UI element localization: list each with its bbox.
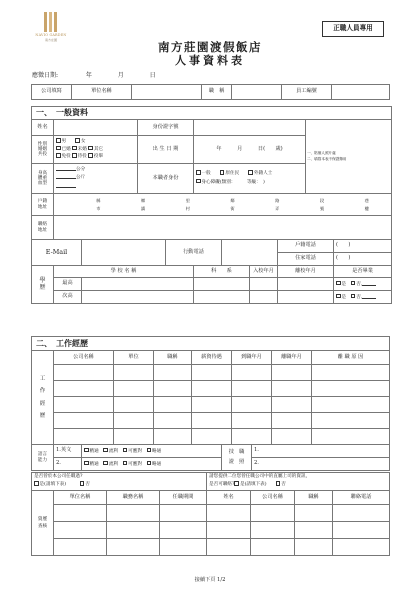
home-phone-label: 住家電話 <box>278 253 334 266</box>
ref-period-header: 任職期間 <box>160 491 207 505</box>
female-checkbox[interactable] <box>75 138 80 143</box>
reg-address-label: 戶籍 地址 <box>32 194 54 216</box>
reference-label: 資歷 查核 <box>32 491 54 556</box>
edu-highest-dept[interactable] <box>194 278 250 291</box>
alley-label: 弄 <box>275 205 280 211</box>
foreigner-label: 外籍人士 <box>253 171 273 177</box>
position-header: 職稱 <box>154 351 192 365</box>
logo-sub: 南方庄園 <box>44 38 57 42</box>
lang1-fair-checkbox[interactable] <box>103 448 108 453</box>
graduated-header: 是否畢業 <box>334 266 392 278</box>
floor-label: 樓 <box>364 205 369 211</box>
lang2-fluent-label: 精通 <box>89 461 99 467</box>
lang2-fluent-checkbox[interactable] <box>84 461 89 466</box>
section-label: 段 <box>319 197 325 203</box>
lang2-fair-checkbox[interactable] <box>103 461 108 466</box>
other-checkbox[interactable] <box>88 146 93 151</box>
body-fields[interactable] <box>54 164 138 194</box>
id-label: 身份證字號 <box>138 120 194 136</box>
identity-options <box>194 164 306 194</box>
email-field[interactable] <box>82 240 166 266</box>
hotel-logo <box>34 12 68 46</box>
lang2-basic-label: 可應對 <box>128 461 142 467</box>
name-field[interactable] <box>54 120 138 136</box>
aboriginal-label: 原住民 <box>225 171 240 177</box>
highest-no-label: 否, <box>356 281 363 287</box>
company-table <box>31 84 390 100</box>
emp-no-field[interactable] <box>332 85 390 100</box>
second-yes-label: 是 <box>341 294 347 300</box>
reference-contact-text: 是否可聯絡? <box>209 482 235 487</box>
ref-company-header: 公司名稱 <box>251 491 295 505</box>
general-label: 一般 <box>201 171 211 177</box>
edu-highest-graduate[interactable] <box>278 278 334 291</box>
job-title-label: 職 稱 <box>202 85 232 100</box>
apply-year: 年 <box>85 72 92 79</box>
lang1-basic-checkbox[interactable] <box>123 448 128 453</box>
page-footer: 接續下頁 1/2 <box>194 577 226 583</box>
edu-second-graduated <box>334 291 392 304</box>
edu-highest-enroll[interactable] <box>250 278 278 291</box>
lang1-basic-label: 可應對 <box>128 448 142 454</box>
pending-label: 待役 <box>77 154 87 160</box>
reference-row[interactable] <box>32 522 390 539</box>
highest-no-checkbox[interactable] <box>351 281 356 286</box>
aboriginal-checkbox[interactable] <box>220 170 225 175</box>
male-label: 男 <box>61 139 67 145</box>
edu-highest-school[interactable] <box>82 278 194 291</box>
lang1-slight-label: 略通 <box>152 448 162 454</box>
reg-phone-label: 戶籍電話 <box>278 240 334 253</box>
emp-no-label: 員工編號 <box>282 85 332 100</box>
contact-address-field[interactable] <box>54 216 392 240</box>
highest-yes-checkbox[interactable] <box>336 281 341 286</box>
reference-table <box>31 472 390 556</box>
edu-second-school[interactable] <box>82 291 194 304</box>
second-no-checkbox[interactable] <box>351 294 356 299</box>
ref-unit-header: 單位名稱 <box>54 491 107 505</box>
disability-label: 身心障礙(類別： <box>201 179 234 185</box>
ref-title-header: 職務名稱 <box>107 491 160 505</box>
dept-header: 科 系 <box>194 266 250 278</box>
work-label: 工 作 經 歷 <box>32 351 54 445</box>
gender-marital-options <box>54 136 138 164</box>
married-label: 已婚 <box>61 146 71 152</box>
street-label: 街 <box>230 205 235 211</box>
lang2-slight-checkbox[interactable] <box>147 461 152 466</box>
disability-checkbox[interactable] <box>196 179 201 184</box>
lang2-basic-checkbox[interactable] <box>123 461 128 466</box>
township-label: 鄉 <box>140 197 146 203</box>
birth-month: 月 <box>237 145 243 152</box>
logo-mark <box>42 12 60 32</box>
worked-here-text: 是否曾於本公司任職過? <box>34 474 83 480</box>
section-work-title: 二、 工作經歷 <box>32 337 390 351</box>
work-row[interactable] <box>32 413 390 429</box>
contact-address-label: 聯絡 地址 <box>32 216 54 240</box>
birth-field[interactable] <box>194 136 306 164</box>
graduate-header: 離校年月 <box>278 266 334 278</box>
language-2-levels <box>82 458 222 471</box>
edu-highest-graduated <box>334 278 392 291</box>
single-checkbox[interactable] <box>72 146 77 151</box>
edu-second-enroll[interactable] <box>250 291 278 304</box>
exempt-checkbox[interactable] <box>56 153 61 158</box>
unit-name-field[interactable] <box>132 85 202 100</box>
reference-question <box>207 473 390 491</box>
work-experience-table <box>31 336 390 445</box>
male-checkbox[interactable] <box>56 138 61 143</box>
birth-day: 日( 歲) <box>257 145 283 152</box>
lang1-fluent-checkbox[interactable] <box>84 448 89 453</box>
license-2[interactable]: 2. <box>252 458 390 471</box>
female-label: 女 <box>80 139 86 145</box>
married-checkbox[interactable] <box>56 146 61 151</box>
done-checkbox[interactable] <box>88 153 93 158</box>
worked-no-checkbox[interactable] <box>80 481 85 486</box>
leave-header: 離職年月 <box>272 351 312 365</box>
reference-row[interactable] <box>32 505 390 522</box>
reg-phone-field[interactable]: ( ) <box>334 240 392 253</box>
photo-note-1: 一、貼個人照片處 <box>307 151 336 156</box>
ref-no-label: 否 <box>281 482 286 487</box>
staff-only-box: 正職人員專用 <box>322 21 384 37</box>
work-row[interactable] <box>32 429 390 445</box>
special-identity-label: 本職者身份 <box>138 164 194 194</box>
done-label: 役畢 <box>93 154 104 160</box>
ref-no-checkbox[interactable] <box>276 481 281 486</box>
company-header: 公司名稱 <box>54 351 114 365</box>
reference-row[interactable] <box>32 539 390 556</box>
pending-checkbox[interactable] <box>72 153 77 158</box>
worked-yes-label: 是(請填下表) <box>39 482 67 487</box>
other-label: 其它 <box>93 146 104 152</box>
school-header: 學 校 名 稱 <box>54 266 194 278</box>
lang2-slight-label: 略通 <box>152 461 162 467</box>
photo-area[interactable] <box>306 120 392 194</box>
worked-yes-checkbox[interactable] <box>34 481 39 486</box>
edu-second-graduate[interactable] <box>278 291 334 304</box>
single-label: 未婚 <box>77 146 87 152</box>
work-row[interactable] <box>32 381 390 397</box>
lang1-fair-label: 流利 <box>108 448 119 454</box>
ref-yes-label: 是(請填下表) <box>239 482 267 487</box>
page-title: 南方莊園渡假飯店 <box>158 40 262 54</box>
start-header: 到職年月 <box>232 351 272 365</box>
photo-note-2: 二、填寫本表不保證錄用 <box>307 156 347 161</box>
disability-level: 等級： ) <box>246 179 265 185</box>
unit-header: 單位 <box>114 351 154 365</box>
license-1[interactable]: 1. <box>252 445 390 458</box>
page-subtitle: 人事資料表 <box>175 54 245 67</box>
second-yes-checkbox[interactable] <box>336 294 341 299</box>
cun-label: 村 <box>185 205 190 211</box>
ref-position-header: 職稱 <box>295 491 333 505</box>
language-2[interactable]: 2. <box>54 458 82 471</box>
kg-unit: 公斤 <box>76 175 86 181</box>
company-fill-label: 公司填寫 <box>32 85 72 100</box>
education-label: 學 歷 <box>32 266 54 304</box>
lane-label: 巷 <box>364 197 369 203</box>
road-label: 路 <box>275 197 280 203</box>
language-skills-table <box>31 444 390 471</box>
general-info-table <box>31 106 392 304</box>
worked-here-question <box>32 473 207 491</box>
mobile-label: 行動電話 <box>166 240 222 266</box>
apply-date-label: 應徵日期: <box>32 72 59 79</box>
mobile-field[interactable] <box>222 240 278 266</box>
worked-no-label: 否 <box>85 482 90 487</box>
apply-day: 日 <box>149 72 156 79</box>
name-label: 姓名 <box>32 120 54 136</box>
edu-second-dept[interactable] <box>194 291 250 304</box>
birth-year: 年 <box>216 145 222 152</box>
edu-highest-label: 最高 <box>54 278 82 291</box>
enroll-header: 入校年月 <box>250 266 278 278</box>
salary-header: 薪資待遇 <box>192 351 232 365</box>
lang1-fluent-label: 精通 <box>89 448 99 454</box>
reason-header: 離 職 原 因 <box>312 351 390 365</box>
birth-label: 出 生 日 期 <box>138 136 194 164</box>
reference-text: 請您提供二位您曾任職公司中的直屬上司的資訊， <box>209 474 311 480</box>
lang1-slight-checkbox[interactable] <box>147 448 152 453</box>
exempt-label: 免役 <box>61 154 71 160</box>
language-1-levels <box>82 445 222 458</box>
language-1: 1.英文 <box>54 445 82 458</box>
town-label: 鎮 <box>140 205 146 211</box>
reg-address-field[interactable] <box>54 194 392 216</box>
county-label: 縣 <box>96 197 101 203</box>
edu-second-label: 次高 <box>54 291 82 304</box>
foreigner-checkbox[interactable] <box>248 170 253 175</box>
body-label: 身高 體重 血型 <box>32 164 54 194</box>
apply-month: 月 <box>117 72 124 79</box>
email-label: E-Mail <box>32 240 82 266</box>
home-phone-field[interactable]: ( ) <box>334 253 392 266</box>
highest-yes-label: 是 <box>341 281 347 287</box>
neighborhood-label: 鄰 <box>230 197 235 203</box>
language-label: 語言 能力 <box>32 445 54 471</box>
lang2-fair-label: 流利 <box>108 461 119 467</box>
ref-name-header: 姓名 <box>207 491 251 505</box>
license-label: 技 職 證 照 <box>222 445 252 471</box>
ref-phone-header: 聯絡電話 <box>333 491 390 505</box>
cm-unit: 公分 <box>76 167 86 173</box>
job-title-field[interactable] <box>232 85 282 100</box>
work-row[interactable] <box>32 365 390 381</box>
work-row[interactable] <box>32 397 390 413</box>
id-field[interactable] <box>194 120 306 136</box>
apply-date <box>32 73 156 80</box>
section-general-title: 一、 一般資料 <box>32 107 392 120</box>
village-label: 里 <box>185 197 190 203</box>
city-label: 市 <box>96 205 101 211</box>
second-no-label: 否, <box>356 294 363 300</box>
gender-label: 性別 婚姻 共役 <box>32 136 54 164</box>
unit-name-label: 單位名稱 <box>72 85 132 100</box>
number-label: 號 <box>319 205 325 211</box>
ref-yes-checkbox[interactable] <box>234 481 239 486</box>
general-checkbox[interactable] <box>196 170 201 175</box>
logo-brand: NAVIO GARDEN <box>35 33 67 37</box>
